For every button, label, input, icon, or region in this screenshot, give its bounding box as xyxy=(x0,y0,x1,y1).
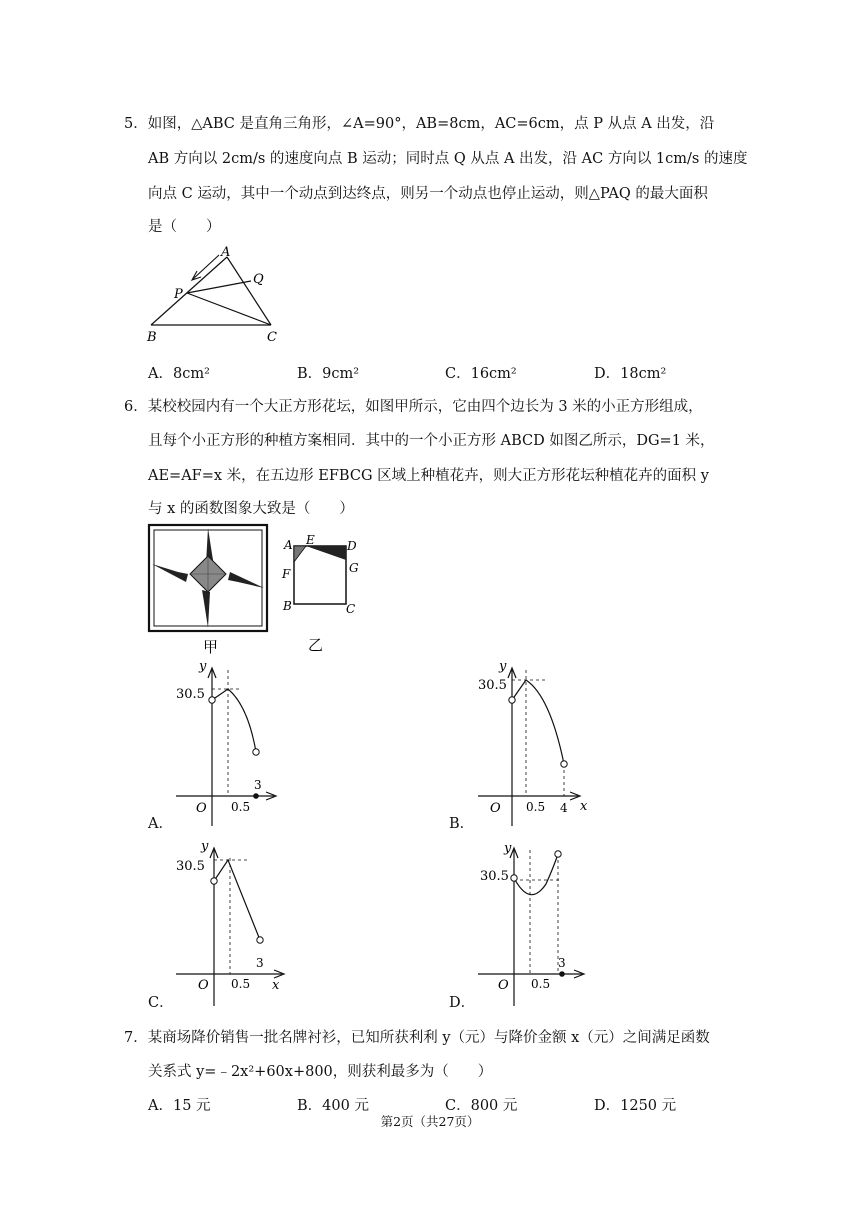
graph-c-y: y xyxy=(201,839,209,854)
graph-c-O: O xyxy=(198,978,209,993)
graph-c-3: 3 xyxy=(256,956,264,970)
q7-option-c: C．800 元 xyxy=(445,1098,518,1114)
label-C: C xyxy=(267,330,277,345)
yi-label-F: F xyxy=(282,567,291,581)
graph-d-305: 30.5 xyxy=(480,869,509,884)
yi-label-G: G xyxy=(349,561,359,575)
graph-a xyxy=(170,656,285,826)
graph-b-4: 4 xyxy=(560,801,568,815)
graph-a-3: 3 xyxy=(254,778,262,792)
q6-option-d: D． xyxy=(449,995,476,1011)
q7-option-a: A．15 元 xyxy=(148,1098,211,1114)
graph-b-y: y xyxy=(499,659,507,674)
q5-line-3: 向点 C 运动，其中一个动点到达终点，则另一个动点也停止运动，则△PAQ 的最大面积 xyxy=(148,186,708,202)
q7-option-d: D．1250 元 xyxy=(594,1098,677,1114)
yi-label-A: A xyxy=(284,538,293,552)
graph-c-305: 30.5 xyxy=(176,859,205,874)
yi-label-E: E xyxy=(306,533,315,547)
label-P: P xyxy=(174,287,183,302)
q5-line-4: 是（ ） xyxy=(148,219,221,235)
graph-b-05: 0.5 xyxy=(526,800,546,814)
page-footer: 第2页（共27页） xyxy=(380,1114,480,1129)
yi-label-C: C xyxy=(346,602,356,616)
label-jia: 甲 xyxy=(203,638,219,656)
q7-line-2: 关系式 y=﹣2x²+60x+800，则获利最多为（ ） xyxy=(148,1064,493,1080)
graph-a-y: y xyxy=(199,659,207,674)
graph-d-3: 3 xyxy=(558,956,566,970)
label-A: A xyxy=(221,245,231,260)
yi-label-B: B xyxy=(283,599,292,613)
graph-b-x: x xyxy=(580,799,588,814)
label-yi: 乙 xyxy=(308,636,324,654)
figure-yi xyxy=(280,534,370,654)
q5-option-a: A．8cm² xyxy=(148,366,210,382)
q5-line-1: 5．如图，△ABC 是直角三角形，∠A=90°，AB=8cm，AC=6cm，点 P 从点 A 出发，沿 xyxy=(124,116,715,132)
label-B: B xyxy=(147,330,157,345)
graph-a-305: 30.5 xyxy=(176,687,205,702)
label-Q: Q xyxy=(253,272,264,287)
graph-c-05: 0.5 xyxy=(231,977,251,991)
figure-jia xyxy=(148,524,268,659)
graph-a-O: O xyxy=(196,801,207,816)
graph-b xyxy=(476,656,601,826)
yi-label-D: D xyxy=(347,539,357,553)
q6-line-1: 6．某校校园内有一个大正方形花坛，如图甲所示，它由四个边长为 3 米的小正方形组成， xyxy=(124,399,703,415)
q5-line-2: AB 方向以 2cm/s 的速度向点 B 运动；同时点 Q 从点 A 出发，沿 AC 方向以 1cm/s 的速度 xyxy=(148,151,748,167)
q5-triangle-figure xyxy=(145,245,285,345)
q6-line-4: 与 x 的函数图象大致是（ ） xyxy=(148,501,354,517)
q7-option-b: B．400 元 xyxy=(297,1098,369,1114)
q5-option-c: C．16cm² xyxy=(445,366,517,382)
q6-line-2: 且每个小正方形的种植方案相同．其中的一个小正方形 ABCD 如图乙所示，DG=1 米， xyxy=(148,433,715,449)
graph-d-O: O xyxy=(498,978,509,993)
q6-option-b: B． xyxy=(449,816,475,832)
q7-line-1: 7．某商场降价销售一批名牌衬衫，已知所获利利 y（元）与降价金额 x（元）之间满足函数 xyxy=(124,1030,710,1046)
graph-c-x: x xyxy=(272,978,280,993)
graph-d-05: 0.5 xyxy=(531,977,551,991)
graph-d xyxy=(476,836,601,1006)
q6-option-a: A． xyxy=(148,816,173,832)
graph-a-05: 0.5 xyxy=(231,800,251,814)
q5-option-d: D．18cm² xyxy=(594,366,667,382)
graph-b-O: O xyxy=(490,801,501,816)
graph-c xyxy=(170,836,295,1006)
graph-d-y: y xyxy=(504,841,512,856)
graph-b-305: 30.5 xyxy=(478,678,507,693)
q5-option-b: B．9cm² xyxy=(297,366,360,382)
q6-line-3: AE=AF=x 米，在五边形 EFBCG 区域上种植花卉，则大正方形花坛种植花卉的面积 y xyxy=(148,468,709,484)
q6-option-c: C． xyxy=(148,995,174,1011)
